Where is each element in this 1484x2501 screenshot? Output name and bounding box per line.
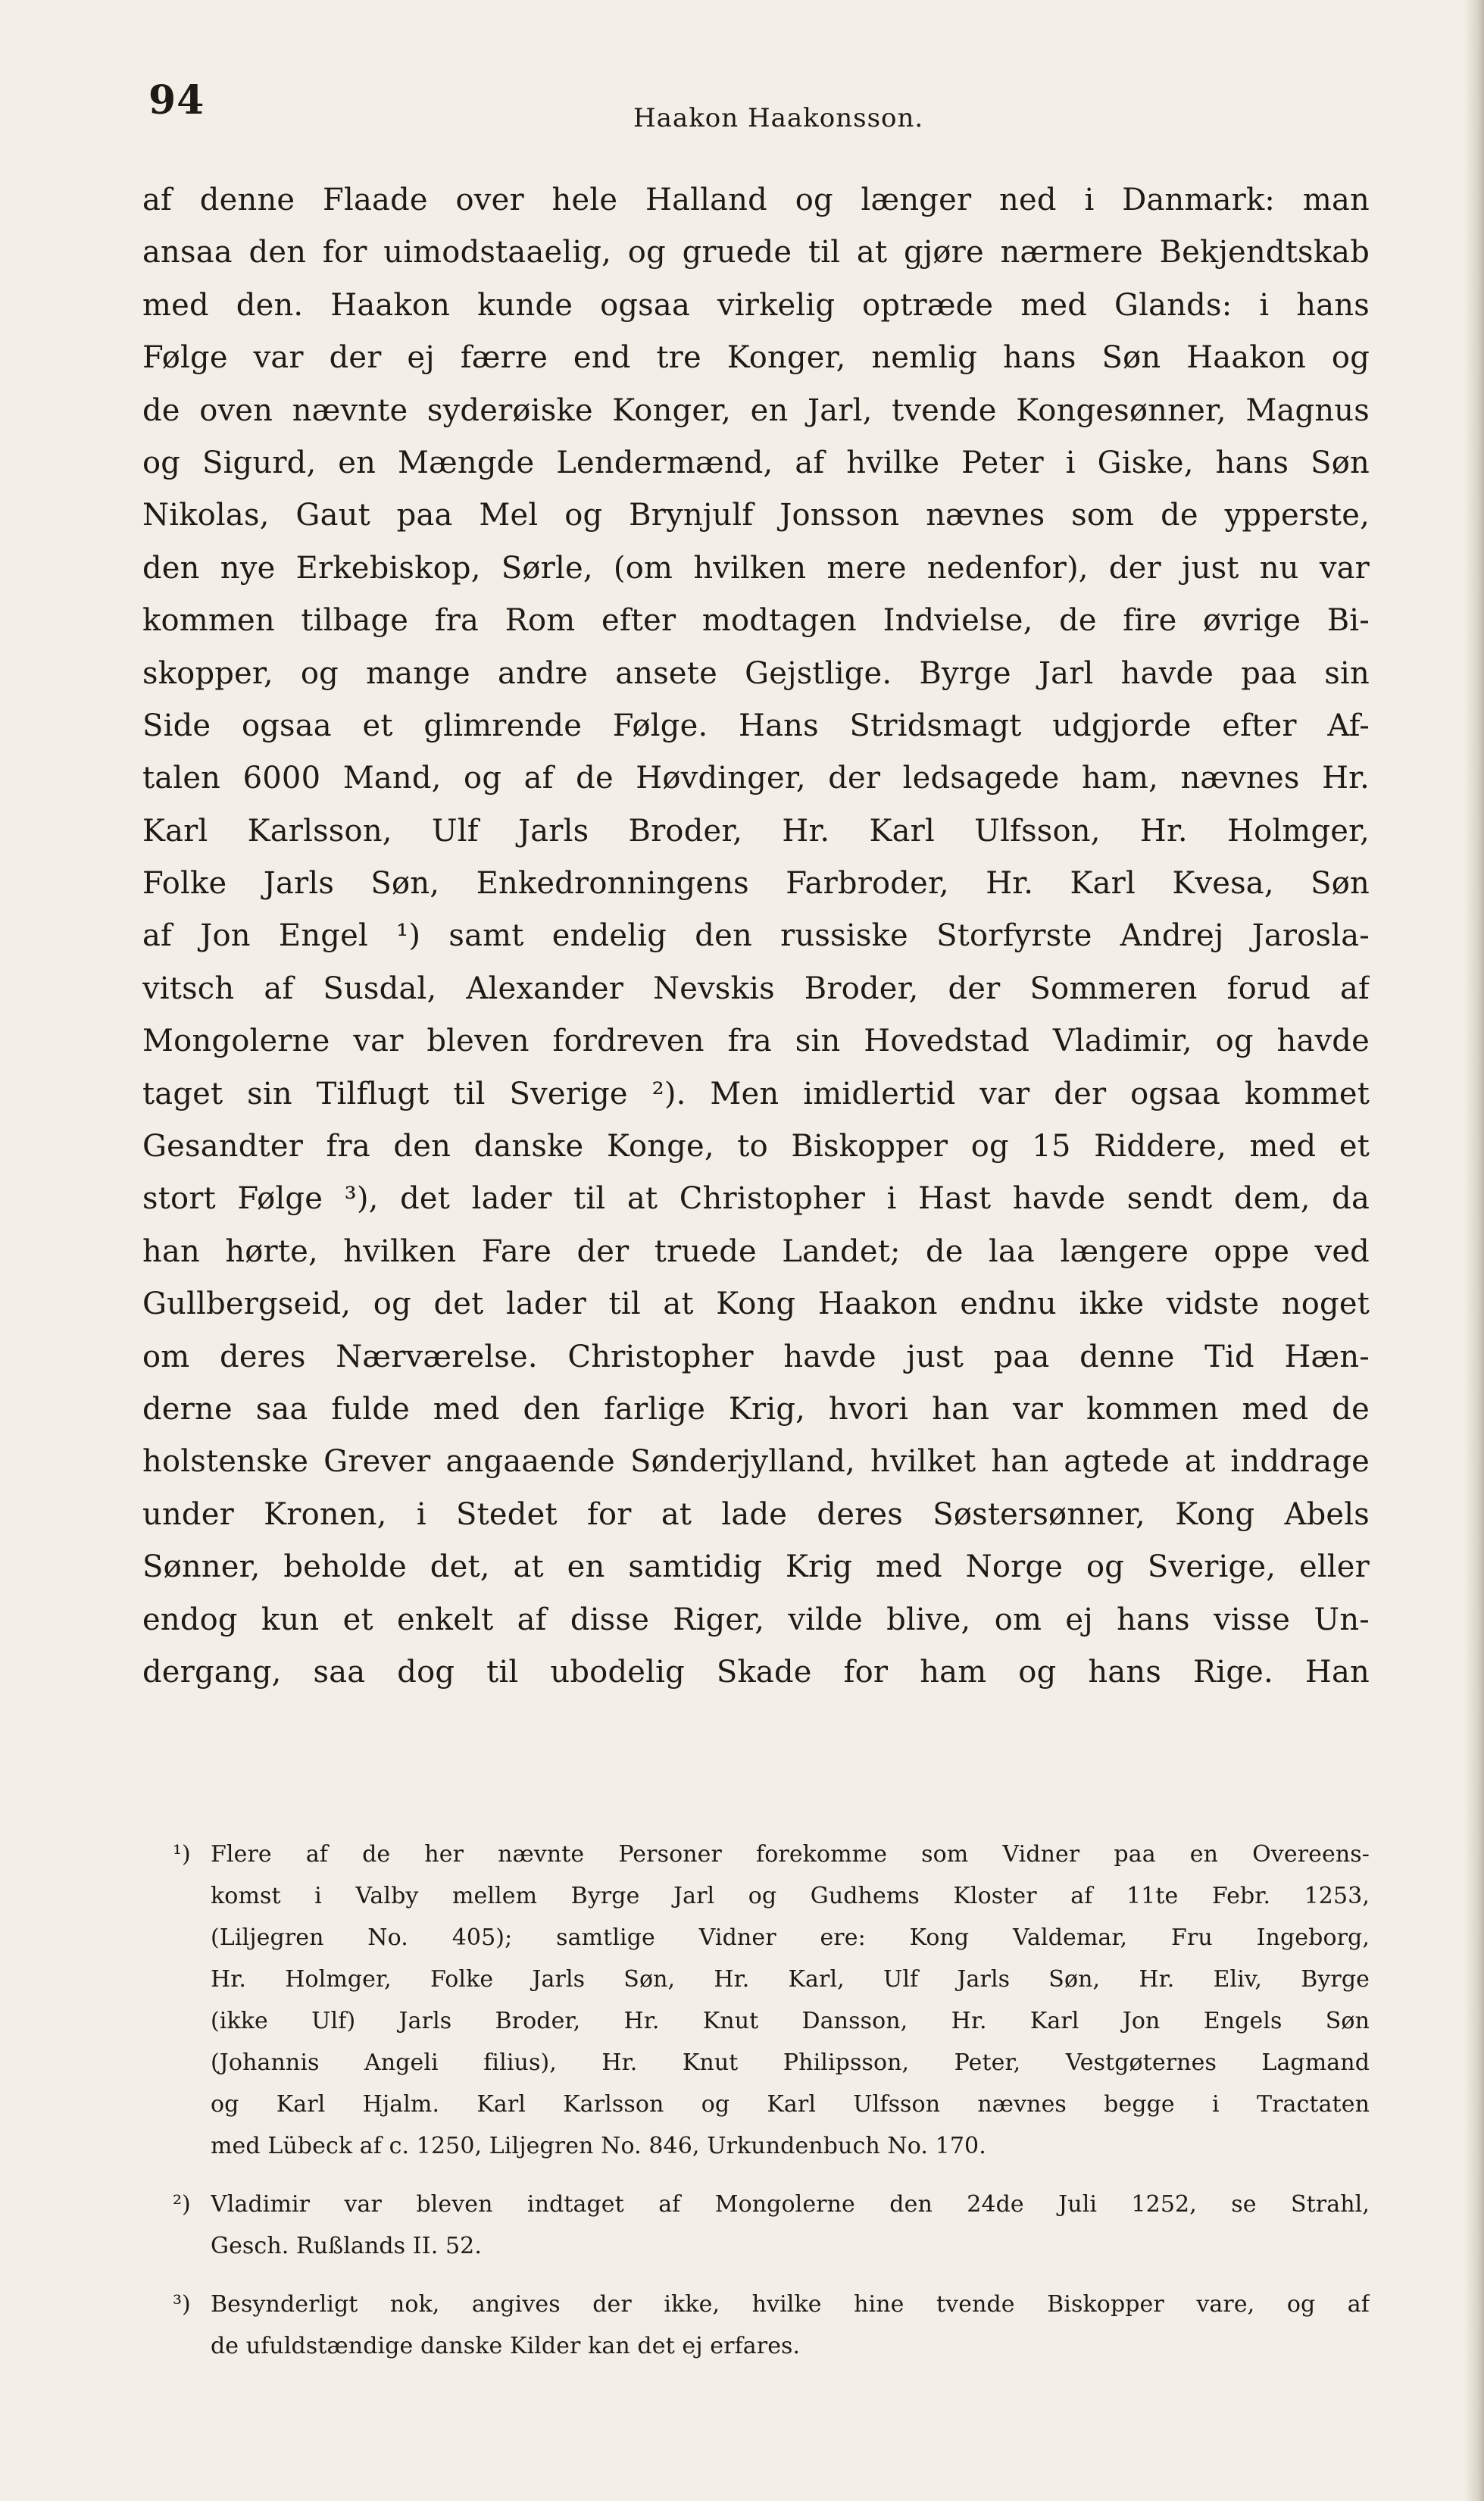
footnote-text	[211, 2184, 1370, 2267]
body-line: de oven nævnte syderøiske Konger, en Jarl, tvende Kongesønner, Magnus	[142, 392, 1370, 428]
body-line: endog kun et enkelt af disse Riger, vilde blive, om ej hans visse Un-	[142, 1602, 1370, 1637]
body-line: Gullbergseid, og det lader til at Kong Haakon endnu ikke vidste noget	[142, 1286, 1370, 1322]
body-line: holstenske Grever angaaende Sønderjylland, hvilket han agtede at inddrage	[142, 1444, 1370, 1480]
page-header	[148, 73, 1376, 141]
footnote-line: (Liljegren No. 405); samtlige Vidner ere: Kong Valdemar, Fru Ingeborg,	[211, 1924, 1370, 1951]
body-line: derne saa fulde med den farlige Krig, hvori han var kommen med de	[142, 1391, 1370, 1427]
footnote-line: de ufuldstændige danske Kilder kan det ej erfares.	[211, 2333, 801, 2359]
body-line: den nye Erkebiskop, Sørle, (om hvilken mere nedenfor), der just nu var	[142, 550, 1370, 586]
body-line: dergang, saa dog til ubodelig Skade for ham og hans Rige. Han	[142, 1654, 1370, 1690]
footnote-text	[211, 2284, 1370, 2367]
running-title: Haakon Haakonsson.	[633, 103, 924, 133]
footnotes	[173, 1834, 1370, 2384]
body-line: ansaa den for uimodstaaelig, og gruede til at gjøre nærmere Bekjendtskab	[142, 235, 1370, 270]
body-line: af denne Flaade over hele Halland og længer ned i Danmark: man	[142, 183, 1370, 217]
footnote-line: Flere af de her nævnte Personer forekomme som Vidner paa en Overeens-	[211, 1841, 1370, 1868]
body-line: Mongolerne var bleven fordreven fra sin Hovedstad Vladimir, og havde	[142, 1024, 1370, 1059]
footnote-marker: ²)	[173, 2191, 191, 2218]
body-line: Følge var der ej færre end tre Konger, nemlig hans Søn Haakon og	[142, 340, 1370, 376]
footnote-line: med Lübeck af c. 1250, Liljegren No. 846, Urkundenbuch No. 170.	[211, 2133, 986, 2159]
footnote-text	[211, 1834, 1370, 2167]
footnote	[173, 2184, 1370, 2267]
body-line: Folke Jarls Søn, Enkedronningens Farbroder, Hr. Karl Kvesa, Søn	[142, 866, 1370, 902]
footnote-marker: ¹)	[173, 1841, 191, 1868]
body-line: kommen tilbage fra Rom efter modtagen Indvielse, de fire øvrige Bi-	[142, 603, 1370, 639]
body-line: stort Følge ³), det lader til at Christopher i Hast havde sendt dem, da	[142, 1181, 1370, 1217]
footnote-line: (ikke Ulf) Jarls Broder, Hr. Knut Dansson, Hr. Karl Jon Engels Søn	[211, 2008, 1370, 2034]
body-line: taget sin Tilflugt til Sverige ²). Men imidlertid var der ogsaa kommet	[142, 1076, 1370, 1111]
body-line: Nikolas, Gaut paa Mel og Brynjulf Jonsson nævnes som de ypperste,	[142, 498, 1370, 533]
page-edge-shadow	[1464, 0, 1484, 2501]
footnote-line: Gesch. Rußlands II. 52.	[211, 2233, 482, 2259]
body-text	[142, 174, 1370, 1699]
body-line: om deres Nærværelse. Christopher havde just paa denne Tid Hæn-	[142, 1339, 1370, 1374]
body-line: Karl Karlsson, Ulf Jarls Broder, Hr. Karl Ulfsson, Hr. Holmger,	[142, 813, 1370, 849]
footnote	[173, 1834, 1370, 2167]
body-line: Sønner, beholde det, at en samtidig Krig med Norge og Sverige, eller	[142, 1549, 1370, 1585]
footnote-line: Besynderligt nok, angives der ikke, hvilke hine tvende Biskopper vare, og af	[211, 2291, 1370, 2318]
body-line: af Jon Engel ¹) samt endelig den russiske Storfyrste Andrej Jarosla-	[142, 918, 1370, 954]
body-line: med den. Haakon kunde ogsaa virkelig optræde med Glands: i hans	[142, 287, 1370, 323]
body-line: og Sigurd, en Mængde Lendermænd, af hvilke Peter i Giske, hans Søn	[142, 445, 1370, 480]
footnote-line: og Karl Hjalm. Karl Karlsson og Karl Ulfsson nævnes begge i Tractaten	[211, 2091, 1370, 2118]
body-line: skopper, og mange andre ansete Gejstlige. Byrge Jarl havde paa sin	[142, 655, 1370, 691]
body-line: vitsch af Susdal, Alexander Nevskis Broder, der Sommeren forud af	[142, 971, 1370, 1006]
footnote-marker: ³)	[173, 2291, 191, 2318]
footnote-line: (Johannis Angeli filius), Hr. Knut Philipsson, Peter, Vestgøternes Lagmand	[211, 2049, 1370, 2076]
body-line: under Kronen, i Stedet for at lade deres Søstersønner, Kong Abels	[142, 1496, 1370, 1532]
body-line: han hørte, hvilken Fare der truede Landet; de laa længere oppe ved	[142, 1233, 1370, 1269]
page-number: 94	[148, 77, 205, 123]
body-line: Gesandter fra den danske Konge, to Biskopper og 15 Riddere, med et	[142, 1129, 1370, 1165]
footnote	[173, 2284, 1370, 2367]
footnote-line: komst i Valby mellem Byrge Jarl og Gudhems Kloster af 11te Febr. 1253,	[211, 1883, 1370, 1909]
body-line: talen 6000 Mand, og af de Høvdinger, der ledsagede ham, nævnes Hr.	[142, 761, 1370, 796]
footnote-line: Hr. Holmger, Folke Jarls Søn, Hr. Karl, Ulf Jarls Søn, Hr. Eliv, Byrge	[211, 1966, 1370, 1993]
footnote-line: Vladimir var bleven indtaget af Mongolerne den 24de Juli 1252, se Strahl,	[211, 2191, 1370, 2218]
body-line: Side ogsaa et glimrende Følge. Hans Stridsmagt udgjorde efter Af-	[142, 708, 1370, 743]
